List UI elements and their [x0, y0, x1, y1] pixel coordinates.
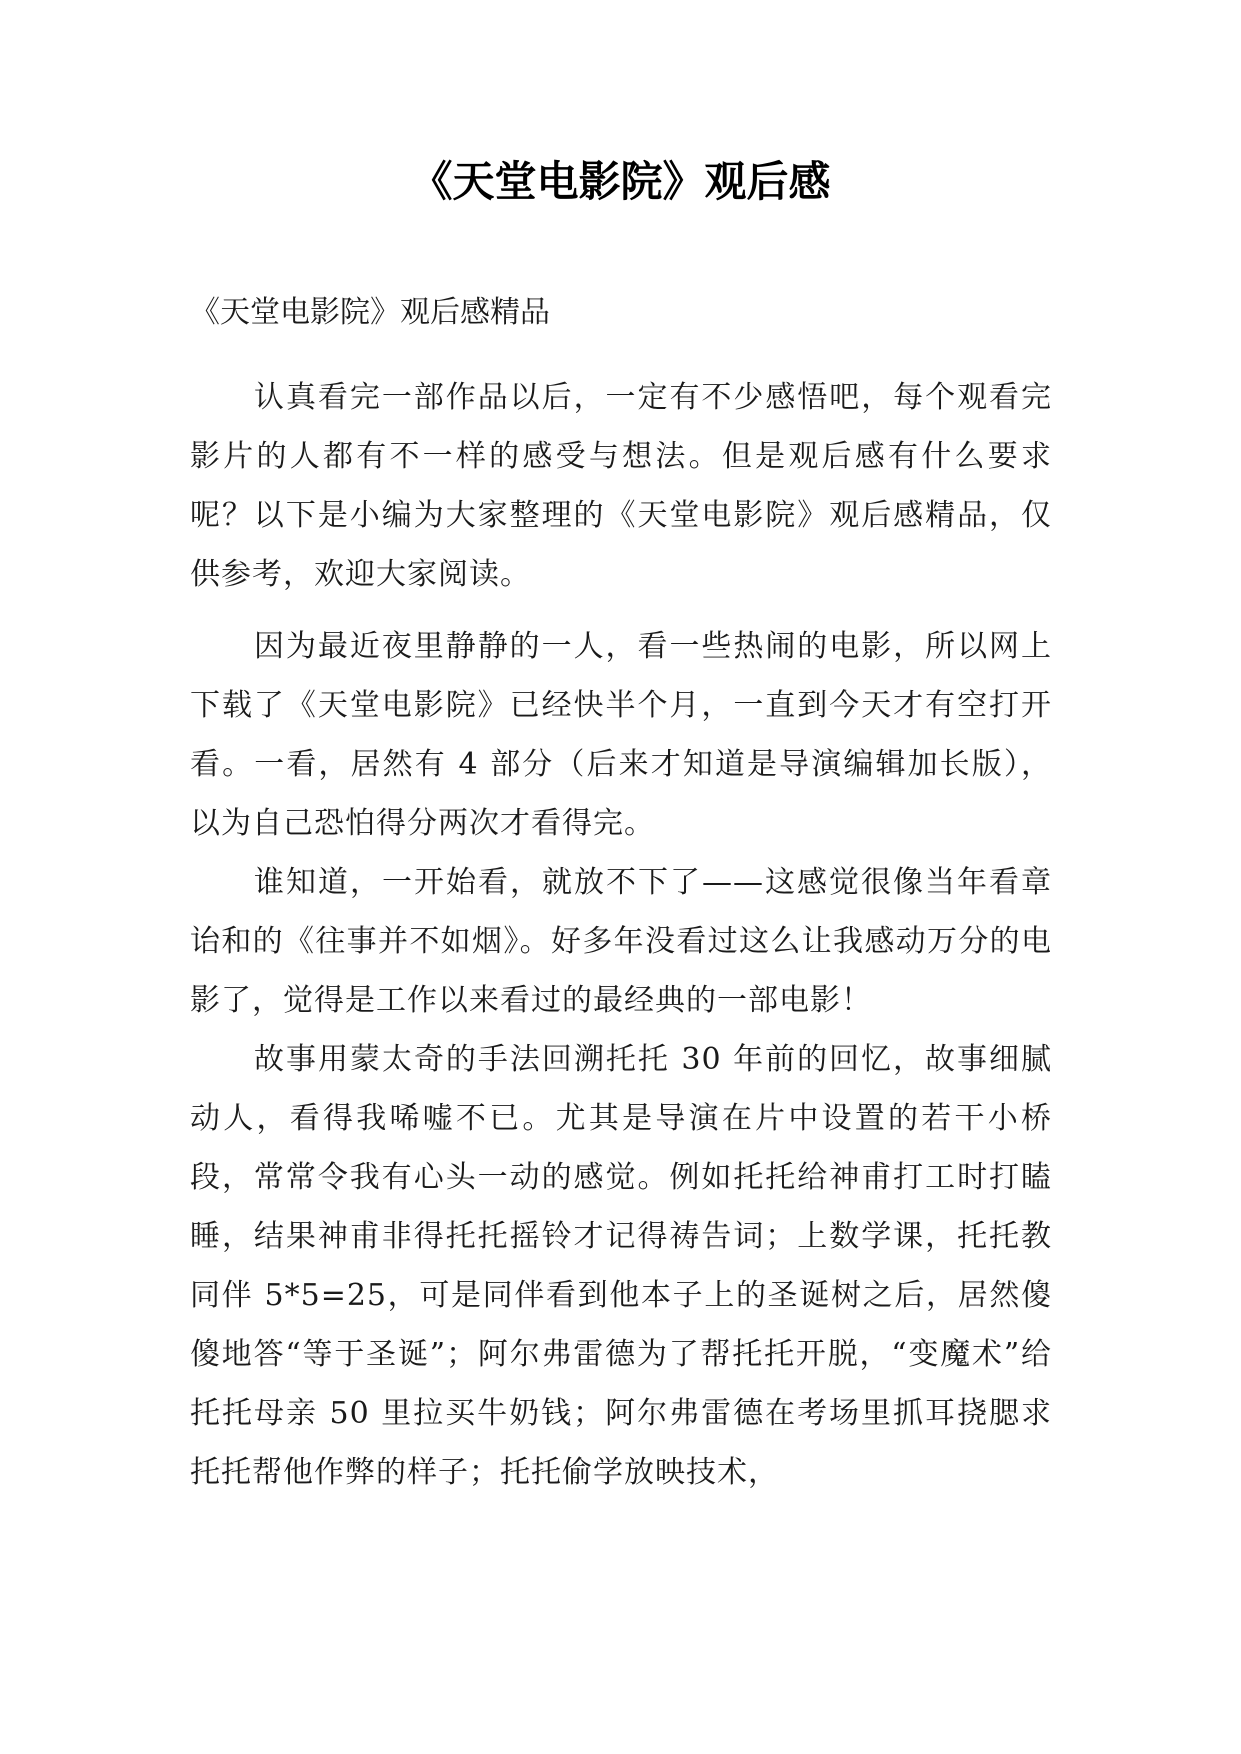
main-section [190, 617, 1052, 1502]
paragraph-3: 故事用蒙太奇的手法回溯托托 30 年前的回忆，故事细腻动人，看得我唏嘘不已。尤其是导演在片中设置的若干小桥段，常常令我有心头一动的感觉。例如托托给神甫打工时打瞌睡，结果神甫非得托托摇铃才记得祷告词；上数学课，托托教同伴 5*5=25，可是同伴看到他本子上的圣诞树之后，居然傻傻地答“等于圣诞”；阿尔弗雷德为了帮托托开脱，“变魔术”给托托母亲 50 里拉买牛奶钱；阿尔弗雷德在考场里抓耳挠腮求托托帮他作弊的样子；托托偷学放映技术， [190, 1042, 1052, 1490]
intro-section [190, 368, 1052, 604]
paragraph-1: 因为最近夜里静静的一人，看一些热闹的电影，所以网上下载了《天堂电影院》已经快半个月，一直到今天才有空打开看。一看，居然有 4 部分（后来才知道是导演编辑加长版），以为自己恐怕得分两次才看得完。 [190, 629, 1052, 841]
document-subtitle: 《天堂电影院》观后感精品 [190, 295, 550, 330]
paragraph-intro: 认真看完一部作品以后，一定有不少感悟吧，每个观看完影片的人都有不一样的感受与想法。但是观后感有什么要求呢？以下是小编为大家整理的《天堂电影院》观后感精品，仅供参考，欢迎大家阅读。 [190, 380, 1052, 592]
document-title: 《天堂电影院》观后感 [410, 157, 831, 206]
paragraph-2: 谁知道，一开始看，就放不下了——这感觉很像当年看章诒和的《往事并不如烟》。好多年没看过这么让我感动万分的电影了，觉得是工作以来看过的最经典的一部电影！ [190, 865, 1052, 1018]
